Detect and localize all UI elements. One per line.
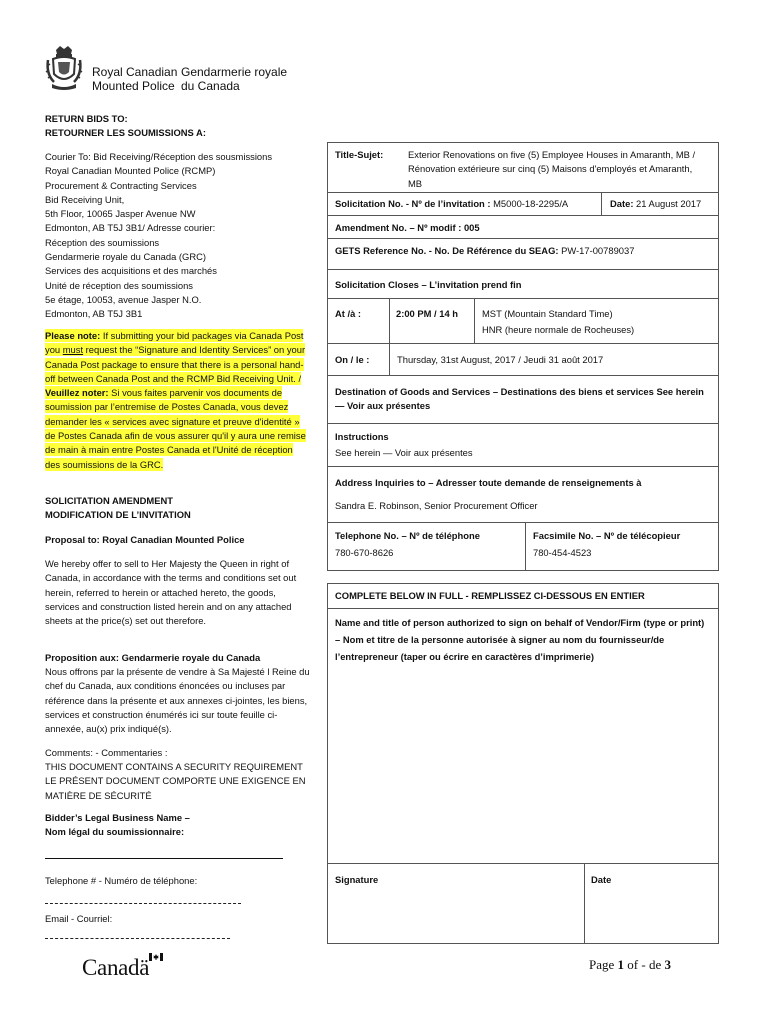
bidder-telephone-label: Telephone # - Numéro de téléphone: (45, 875, 198, 886)
security-requirement-text: THIS DOCUMENT CONTAINS A SECURITY REQUIREMENT LE PRÉSENT DOCUMENT COMPORTE UNE EXIGENCE EN MATIÈRE DE SÉCURITÉ (45, 761, 306, 801)
comments-label: Comments: - Commentaries : (45, 747, 168, 758)
return-bids-address: Courier To: Bid Receiving/Réception des sousmissions Royal Canadian Mounted Police (RCMP) Procurement & Contracting Services Bid Receiving Unit, 5th Floor, 10065 Jasper Avenue NW Edmonton, AB T5J 3B1/ Adresse courier: Réception des soumissions Gendarmerie royale du Canada (GRC) Services des acquisitions et des marchés Unité de réception des soumissions 5e étage, 10053, avenue Jasper N.O. Edmonton, AB T5J 3B1 (45, 151, 273, 320)
closes-label: Solicitation Closes – L’invitation prend fin (335, 279, 522, 290)
canada-flag-icon (149, 953, 163, 961)
rcmp-crest-logo (44, 44, 84, 92)
date-signed-label: Date (591, 874, 612, 885)
complete-below-title: COMPLETE BELOW IN FULL - REMPLISSEZ CI-DESSOUS EN ENTIER (335, 590, 645, 601)
destination-text: Destination of Goods and Services – Destinations des biens et services See herein — Voir aux présentes (335, 386, 704, 412)
canada-post-note (45, 329, 310, 472)
note-label-fr: Veuillez noter: (45, 387, 109, 399)
inquiries-contact: Sandra E. Robinson, Senior Procurement Officer (335, 500, 538, 511)
gets-reference (335, 244, 634, 258)
gets-label: GETS Reference No. - No. De Référence du SEAG: (335, 245, 562, 256)
solicitation-number-label: Solicitation No. - Nº de l’invitation : (335, 198, 494, 209)
gets-value: PW-17-00789037 (561, 245, 635, 256)
page-total: 3 (664, 957, 671, 972)
signature-label: Signature (335, 874, 379, 885)
at-label: At /à : (335, 308, 362, 319)
telephone-value: 780-670-8626 (335, 547, 394, 558)
note-must: must (62, 344, 84, 356)
page-current: 1 (617, 957, 625, 972)
page-number (589, 957, 671, 973)
facsimile-label: Facsimile No. – Nº de télécopieur (533, 530, 681, 541)
org-name-french: Gendarmerie royale du Canada (181, 65, 288, 93)
solicitation-number-value: M5000-18-2295/A (493, 198, 569, 209)
facsimile-value: 780-454-4523 (533, 547, 592, 558)
title-label: Title-Sujet: (335, 149, 384, 160)
bidder-legal-name-line[interactable] (45, 858, 283, 859)
bidder-legal-name-label: Bidder’s Legal Business Name – Nom légal du soumissionnaire: (45, 812, 190, 838)
inquiries-cell (327, 466, 719, 523)
instructions-value: See herein — Voir aux présentes (335, 447, 473, 458)
closing-date: Thursday, 31st August, 2017 / Jeudi 31 août 2017 (397, 354, 604, 365)
closing-time: 2:00 PM / 14 h (396, 308, 459, 319)
note-text-fr: Si vous faites parvenir vos documents de soumission par l’entremise de Postes Canada, vous devez demander les « services avec signature et preuve d'identité » de Postes Canada afin de vous assurer qu'il y aura une remise de main à main entre Postes Canada et l'Unité de réception des soumissions de la GRC. (45, 387, 306, 470)
canada-wordmark-logo: Canadä (82, 955, 150, 980)
timezone-english: MST (Mountain Standard Time) (482, 308, 613, 319)
inquiries-label: Address Inquiries to – Adresser toute demande de renseignements à (335, 477, 642, 488)
solicitation-date-label: Date: (610, 198, 637, 209)
on-label: On / le : (335, 354, 370, 365)
telephone-label: Telephone No. – Nº de téléphone (335, 530, 480, 541)
org-name-english: Royal Canadian Mounted Police (92, 65, 178, 93)
solicitation-number (335, 197, 568, 211)
offer-english: We hereby offer to sell to Her Majesty the Queen in right of Canada, in accordance with the terms and conditions set out herein, referred to herein or attached hereto, the goods, services and construction listed herein and on any attached sheets at the price(s) set out therefore. (45, 558, 297, 627)
page-of: of - de (624, 957, 665, 972)
timezone-french: HNR (heure normale de Rocheuses) (482, 324, 635, 335)
bidder-email-line[interactable] (45, 938, 230, 939)
proposal-title: Proposal to: Royal Canadian Mounted Police (45, 534, 245, 545)
authorized-person-label[interactable]: Name and title of person authorized to sign on behalf of Vendor/Firm (type or print) – Nom et titre de la personne autorisée à signer au nom du fournisseur/de l’entrepreneur (taper ou écrire en caractères d’imprimerie) (335, 617, 705, 662)
note-label-en: Please note: (45, 330, 101, 341)
bidder-email-label: Email - Courriel: (45, 913, 113, 924)
note-text-en-1: If submitting your bid packages via Canada Post you (45, 330, 304, 356)
page-label: Page (589, 957, 618, 972)
bidder-telephone-line[interactable] (45, 903, 241, 904)
title-value: Exterior Renovations on five (5) Employee Houses in Amaranth, MB / Rénovation extérieure sur cinq (5) Maisons d'employés et Amaranth, MB (408, 149, 696, 189)
offer-french: Nous offrons par la présente de vendre à Sa Majesté l Reine du chef du Canada, aux conditions énoncées ou incluses par référence dans la présente et aux annexes ci-jointes, les biens, services et construction énumérés ici sur toute feuille ci-annexée, au(x) prix indiqué(s). (45, 666, 310, 735)
proposal-title-french: Proposition aux: Gendarmerie royale du Canada (45, 652, 261, 663)
note-text-en-2: request the “Signature and Identity Services” on your Canada Post package to ensure that there is a personal hand-off between Canada Post and the RCMP Bid Receiving Unit. / (45, 344, 306, 384)
solicitation-date (610, 197, 701, 211)
amendment-number: Amendment No. – Nº modif : 005 (335, 222, 480, 233)
solicitation-date-value: 21 August 2017 (636, 198, 702, 209)
return-bids-title: RETURN BIDS TO: RETOURNER LES SOUMISSIONS A: (45, 113, 206, 139)
amendment-title: SOLICITATION AMENDMENT MODIFICATION DE L’INVITATION (45, 495, 191, 521)
instructions-label: Instructions (335, 431, 389, 442)
